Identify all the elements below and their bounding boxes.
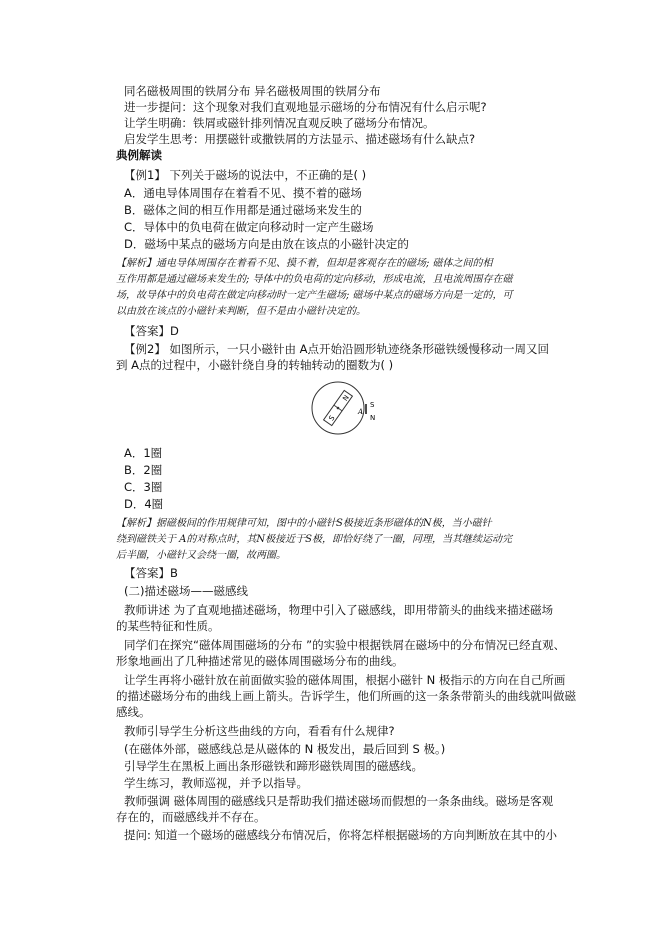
example-1-question: 【例1】 下列关于磁场的说法中，不正确的是( ): [124, 168, 367, 182]
option-d: D．磁场中某点的磁场方向是由放在该点的小磁针决定的: [124, 237, 409, 251]
section-heading: 典例解读: [116, 148, 162, 162]
answer-label: 【答案】B: [124, 566, 178, 580]
text-line: 教师强调 磁体周围的磁感线只是帮助我们描述磁场而假想的一条条曲线。磁场是客观: [124, 794, 554, 808]
analysis-text: 场，故导体中的负电荷在做定向移动时一定产生磁场; 磁场中某点的磁场方向是一定的，可: [116, 290, 513, 301]
text-line: 让学生再将小磁针放在前面做实验的磁体周围，根据小磁针 N 极指示的方向在自己所画: [124, 673, 566, 687]
option-c: C．导体中的负电荷在做定向移动时一定产生磁场: [124, 220, 374, 234]
text-line: 提问: 知道一个磁场的磁感线分布情况后，你将怎样根据磁场的方向判断放在其中的小: [124, 828, 558, 842]
option-a: A．1圈: [124, 446, 163, 460]
text-line: 启发学生思考：用摆磁针或撒铁屑的方法显示、描述磁场有什么缺点?: [124, 132, 476, 146]
text-line: 形象地画出了几种描述常见的磁体周围磁场分布的曲线。: [116, 654, 404, 668]
analysis-text: 绕到磁铁关于 A的对称点时，其N极接近于S极，即恰好绕了一圈，同理，当其继续运动完: [116, 534, 513, 545]
option-d: D．4圈: [124, 497, 164, 511]
text-line: 感线。: [116, 705, 151, 719]
text-line: 进一步提问：这个现象对我们直观地显示磁场的分布情况有什么启示呢?: [124, 100, 487, 114]
analysis-text: 【解析】据磁极间的作用规律可知，图中的小磁针S极接近条形磁体的N极，当小磁针: [116, 518, 492, 529]
example-2-question: 【例2】 如图所示，一只小磁针由 A点开始沿圆形轨迹绕条形磁铁缓慢移动一周又回: [124, 342, 549, 356]
text-line: 的描述磁场分布的曲线上画上箭头。告诉学生，他们所画的这一条条带箭头的曲线就叫做磁: [116, 689, 576, 703]
text-line: 的某些特征和性质。: [116, 619, 220, 633]
magnet-compass-figure: [308, 378, 378, 438]
option-b: B．2圈: [124, 463, 163, 477]
analysis-text: 以由放在该点的小磁针来判断，但不是由小磁针决定的。: [116, 306, 366, 317]
text-line: 学生练习，教师巡视，并予以指导。: [124, 776, 308, 790]
figure-caption: 同名磁极周围的铁屑分布 异名磁极周围的铁屑分布: [124, 84, 381, 98]
analysis-text: 后半圈，小磁针又会绕一圈，故两圈。: [116, 550, 286, 561]
text-line: 教师引导学生分析这些曲线的方向，看看有什么规律?: [124, 724, 395, 738]
text-line: 让学生明确：铁屑或磁针排列情况直观反映了磁场分布情况。: [124, 116, 435, 130]
magnet-label-s: S: [327, 414, 337, 423]
section-heading: (二)描述磁场——磁感线: [124, 584, 248, 598]
option-a: A．通电导体周围存在着看不见、摸不着的磁场: [124, 186, 362, 200]
answer-label: 【答案】D: [124, 324, 179, 338]
magnet-label-n: N: [341, 393, 351, 403]
option-b: B．磁体之间的相互作用都是通过磁场来发生的: [124, 203, 362, 217]
analysis-text: 【解析】通电导体周围存在着看不见、摸不着，但却是客观存在的磁场; 磁体之间的相: [116, 258, 493, 269]
option-c: C．3圈: [124, 480, 163, 494]
text-line: 存在的，而磁感线并不存在。: [116, 810, 266, 824]
text-line: 到 A点的过程中，小磁针绕自身的转轴转动的圈数为( ): [116, 358, 394, 372]
text-line: 教师讲述 为了直观地描述磁场，物理中引入了磁感线，即用带箭头的曲线来描述磁场: [124, 603, 554, 617]
text-line: 引导学生在黑板上画出条形磁铁和蹄形磁铁周围的磁感线。: [124, 759, 423, 773]
needle-label-s: S: [370, 401, 375, 409]
point-a-label: A: [358, 408, 364, 416]
needle-label-n: N: [370, 414, 376, 422]
text-line: (在磁体外部，磁感线总是从磁体的 N 极发出，最后回到 S 极。): [124, 742, 446, 756]
analysis-text: 互作用都是通过磁场来发生的; 导体中的负电荷的定向移动，形成电流，且电流周围存在磁: [116, 274, 513, 285]
text-line: 同学们在探究“磁体周围磁场的分布 ”的实验中根据铁屑在磁场中的分布情况已经直观、: [124, 638, 566, 652]
